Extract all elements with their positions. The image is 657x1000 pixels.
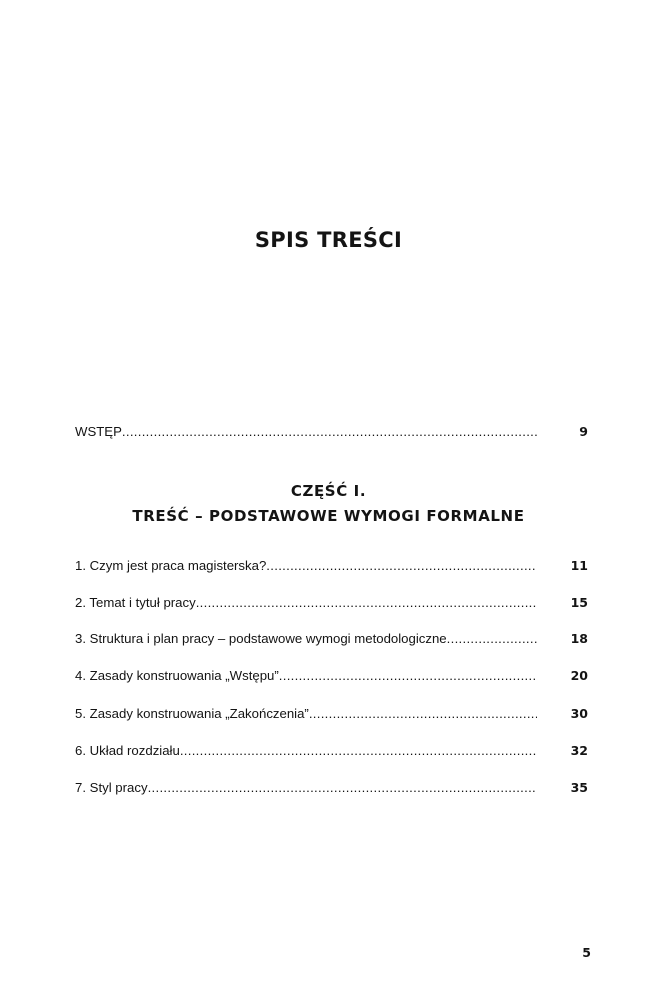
toc-entry	[75, 666, 590, 686]
toc-entry-label: 1. Czym jest praca magisterska? .....	[75, 556, 537, 576]
toc-entry	[75, 704, 590, 724]
toc-entry-page: 18	[570, 631, 588, 646]
toc-entry-label: 4. Zasady konstruowania „Wstępu” .....	[75, 666, 537, 686]
toc-entry-label: WSTĘP .....	[75, 422, 537, 442]
toc-entry	[75, 593, 590, 613]
toc-entry-page: 9	[579, 424, 588, 439]
toc-entry-label: 5. Zasady konstruowania „Zakończenia” .....	[75, 704, 537, 724]
toc-entry-intro	[75, 422, 590, 442]
part-number-heading: CZĘŚĆ I.	[290, 482, 367, 500]
toc-entry	[75, 741, 590, 761]
toc-entry	[75, 778, 590, 798]
toc-entry-label: 7. Styl pracy .....	[75, 778, 537, 798]
toc-entry-page: 15	[570, 595, 588, 610]
toc-entry	[75, 629, 590, 649]
toc-entry-page: 32	[570, 743, 588, 758]
toc-entry-page: 20	[570, 668, 588, 683]
toc-entry-label: 2. Temat i tytuł pracy .....	[75, 593, 537, 613]
toc-entry-page: 11	[570, 558, 588, 573]
toc-entry-page: 35	[570, 780, 588, 795]
part-title-heading: TREŚĆ – PODSTAWOWE WYMOGI FORMALNE	[132, 507, 525, 525]
toc-entry-label: 6. Układ rozdziału .....	[75, 741, 537, 761]
toc-entry-label: 3. Struktura i plan pracy – podstawowe wymogi metodologiczne .....	[75, 629, 537, 649]
toc-entry-page: 30	[570, 706, 588, 721]
page-title: SPIS TREŚCI	[254, 228, 403, 252]
page-number: 5	[582, 945, 591, 960]
toc-entry	[75, 556, 590, 576]
